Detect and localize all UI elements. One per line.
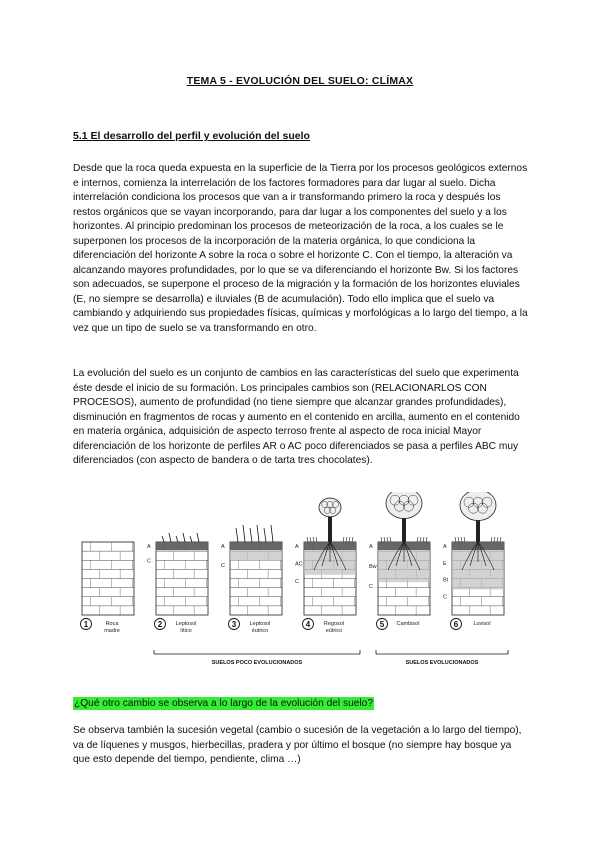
grass-blade [169, 533, 171, 542]
profile-name: lítico [180, 628, 192, 634]
grass-blade [491, 537, 492, 542]
topsoil-band [156, 542, 208, 550]
profile-name: éutrico [251, 628, 269, 634]
profile-name: eútrico [325, 628, 343, 634]
grass-blade [183, 533, 185, 542]
profile-number: 5 [379, 620, 385, 629]
profile-name: Cambisol [396, 621, 420, 627]
horizon-label: A [369, 544, 373, 550]
horizon-label: AC [295, 561, 303, 568]
grass-blade [310, 537, 311, 542]
grass-blade [197, 533, 199, 542]
profile-number: 1 [83, 620, 89, 629]
profile-number: 2 [157, 620, 163, 629]
horizon-label: A [221, 544, 225, 550]
grass-blade [250, 528, 252, 542]
soil-evolution-figure [70, 492, 530, 672]
grass-blade [346, 537, 347, 542]
grass-blade [236, 528, 238, 542]
profile-number: 3 [231, 620, 237, 629]
group-label-poco-evolucionados: SUELOS POCO EVOLUCIONADOS [211, 660, 303, 666]
soil-profiles-diagram [70, 492, 530, 672]
horizon-label: C [221, 563, 225, 570]
grass-blade [458, 537, 459, 542]
horizon-label: Bw [369, 564, 377, 571]
profile-name: Regosol [323, 621, 345, 627]
profile-name: Leptosol [249, 621, 271, 627]
horizon-label: C [295, 579, 299, 586]
grass-blade [417, 537, 418, 542]
grass-blade [384, 537, 385, 542]
horizon-label: Bt [443, 577, 449, 584]
horizon-label: C [147, 558, 151, 565]
highlighted-question: ¿Qué otro cambio se observa a lo largo de la evolución del suelo? [74, 698, 374, 709]
grass-blade [387, 537, 388, 542]
grass-blade [390, 537, 391, 542]
grass-blade [349, 537, 350, 542]
grass-blade [176, 536, 178, 542]
topsoil-band [230, 542, 282, 550]
profile-name: Luvisol [473, 621, 491, 627]
profile-name: Leptosol [175, 621, 197, 627]
grass-blade [271, 525, 273, 542]
paragraph-soil-development: Desde que la roca queda expuesta en la superficie de la Tierra por los procesos geológicos externos e internos, comienza la interrelación de los factores formadores para dar lugar al suelo. Dicha interrelación condiciona los procesos que van a ir transformando primero la roca y después los restos orgánicos que se vayan incorporando, para dar lugar a los componentes del suelo y a los horizontes. Al principio predominan los procesos de meteorización de la roca, a los cuales se le superponen los procesos de la incorporación de la materia orgánica, lo que condiciona la diferenciación del horizonte A sobre la roca o sobre el horizonte C. Con el tiempo, la alteración va alcanzando mayores profundidades, por lo que se va diferenciando el horizonte Bw. Si los factores son adecuados, se superpone el proceso de la migración y la formación de los horizontes eluviales (E, no siempre se desarrolla) e iluviales (B de acumulación). Todo ello implica que el suelo va cambiando y adquiriendo sus propiedades físicas, químicas y morfológicas a lo largo del tiempo, a la vez que un tipo de suelo se va transformando en otro. [73, 163, 528, 334]
grass-blade [494, 537, 495, 542]
paragraph-soil-evolution: La evolución del suelo es un conjunto de cambios en las características del suelo que experimenta éste desde el inicio de su formación. Los principales cambios son (RELACIONARLOS CON PROCESOS), aumento de profundidad (no tiene siempre que alcanzar grandes profundidades), disminución en fragmentos de rocas y aumento en el contenido en arcilla, aumento en el contenido en materia orgánica, adquisición de aspecto terroso frente al aspecto de roca inicial Mayor diferenciación de los horizonte de perfiles AR o AC poco diferenciados se pasa a perfiles ABC muy diferenciados (con aspecto de bandera o de tarta tres chocolates). [73, 368, 520, 466]
section-heading: 5.1 El desarrollo del perfil y evolución del suelo [73, 130, 310, 142]
grass-blade [316, 537, 317, 542]
grass-blade [264, 528, 266, 542]
grass-blade [307, 537, 308, 542]
horizon-label: A [443, 544, 447, 550]
grass-blade [343, 537, 344, 542]
grass-blade [352, 537, 353, 542]
profile-number: 4 [305, 620, 311, 629]
grass-blade [461, 537, 462, 542]
horizon-label: A [295, 544, 299, 550]
grass-blade [423, 537, 424, 542]
grass-blade [426, 537, 427, 542]
grass-blade [313, 537, 314, 542]
grass-blade [162, 536, 164, 542]
paragraph-vegetal-succession: Se observa también la sucesión vegetal (cambio o sucesión de la vegetación a lo largo del tiempo), va de líquenes y musgos, hierbecillas, pradera y por último el bosque (no siempre hay bosque ya que esto depende del tiempo, pendiente, clima …) [73, 725, 522, 765]
grass-blade [464, 537, 465, 542]
profile-name: Roca [105, 621, 119, 627]
profile-number: 6 [453, 620, 459, 629]
profile-name: madre [104, 628, 120, 634]
grass-blade [420, 537, 421, 542]
group-label-evolucionados: SUELOS EVOLUCIONADOS [405, 660, 479, 666]
grass-blade [500, 537, 501, 542]
grass-blade [190, 536, 192, 542]
grass-blade [243, 525, 245, 542]
horizon-label: C [369, 584, 373, 591]
grass-blade [381, 537, 382, 542]
document-title: TEMA 5 - EVOLUCIÓN DEL SUELO: CLÍMAX [186, 75, 414, 87]
grass-blade [257, 525, 259, 542]
horizon-label: A [147, 544, 151, 550]
horizon-label: E [443, 560, 447, 567]
grass-blade [455, 537, 456, 542]
horizon-label: C [443, 594, 447, 601]
tree-trunk [328, 514, 332, 542]
grass-blade [497, 537, 498, 542]
